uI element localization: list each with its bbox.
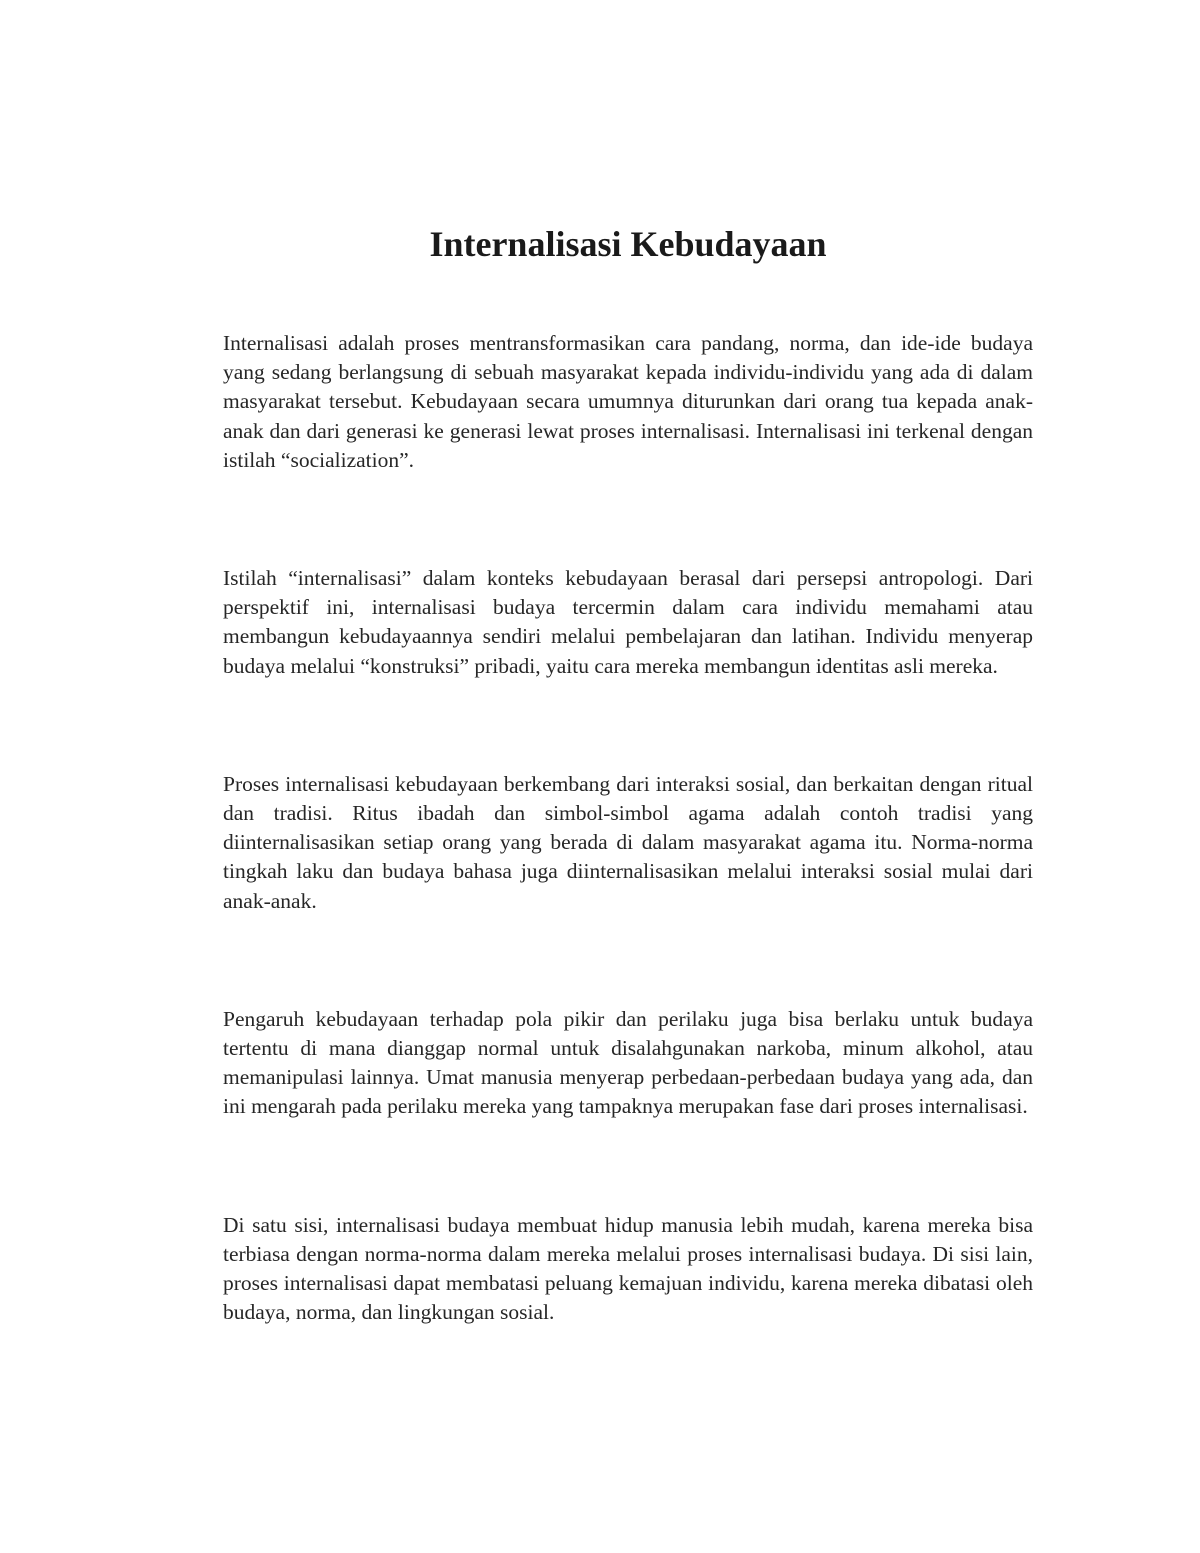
paragraph-1: Internalisasi adalah proses mentransformasikan cara pandang, norma, dan ide-ide budaya yang sedang berlangsung di sebuah masyarakat kepada individu-individu yang ada di dalam masyarakat tersebut. Kebudayaan secara umumnya diturunkan dari orang tua kepada anak-anak dan dari generasi ke generasi lewat proses internalisasi. Internalisasi ini terkenal dengan istilah “socialization”.: [223, 331, 1033, 472]
document-body: [223, 329, 1033, 1327]
paragraph-3: Proses internalisasi kebudayaan berkembang dari interaksi sosial, dan berkaitan dengan ritual dan tradisi. Ritus ibadah dan simbol-simbol agama adalah contoh tradisi yang diinternalisasikan setiap orang yang berada di dalam masyarakat agama itu. Norma-norma tingkah laku dan budaya bahasa juga diinternalisasikan melalui interaksi sosial mulai dari anak-anak.: [223, 771, 1033, 913]
paragraph-4: Pengaruh kebudayaan terhadap pola pikir dan perilaku juga bisa berlaku untuk budaya tertentu di mana dianggap normal untuk disalahgunakan narkoba, minum alkohol, atau memanipulasi lainnya. Umat manusia menyerap perbedaan-perbedaan budaya yang ada, dan ini mengarah pada perilaku mereka yang tampaknya merupakan fase dari proses internalisasi.: [223, 1006, 1033, 1119]
document-title: Internalisasi Kebudayaan: [429, 224, 827, 264]
paragraph-5: Di satu sisi, internalisasi budaya membuat hidup manusia lebih mudah, karena mereka bisa terbiasa dengan norma-norma dalam mereka melalui proses internalisasi budaya. Di sisi lain, proses internalisasi dapat membatasi peluang kemajuan individu, karena mereka dibatasi oleh budaya, norma, dan lingkungan sosial.: [223, 1212, 1033, 1325]
paragraph-2: Istilah “internalisasi” dalam konteks kebudayaan berasal dari persepsi antropologi. Dari perspektif ini, internalisasi budaya tercermin dalam cara individu memahami atau membangun kebudayaannya sendiri melalui pembelajaran dan latihan. Individu menyerap budaya melalui “konstruksi” pribadi, yaitu cara mereka membangun identitas asli mereka.: [223, 566, 1033, 678]
